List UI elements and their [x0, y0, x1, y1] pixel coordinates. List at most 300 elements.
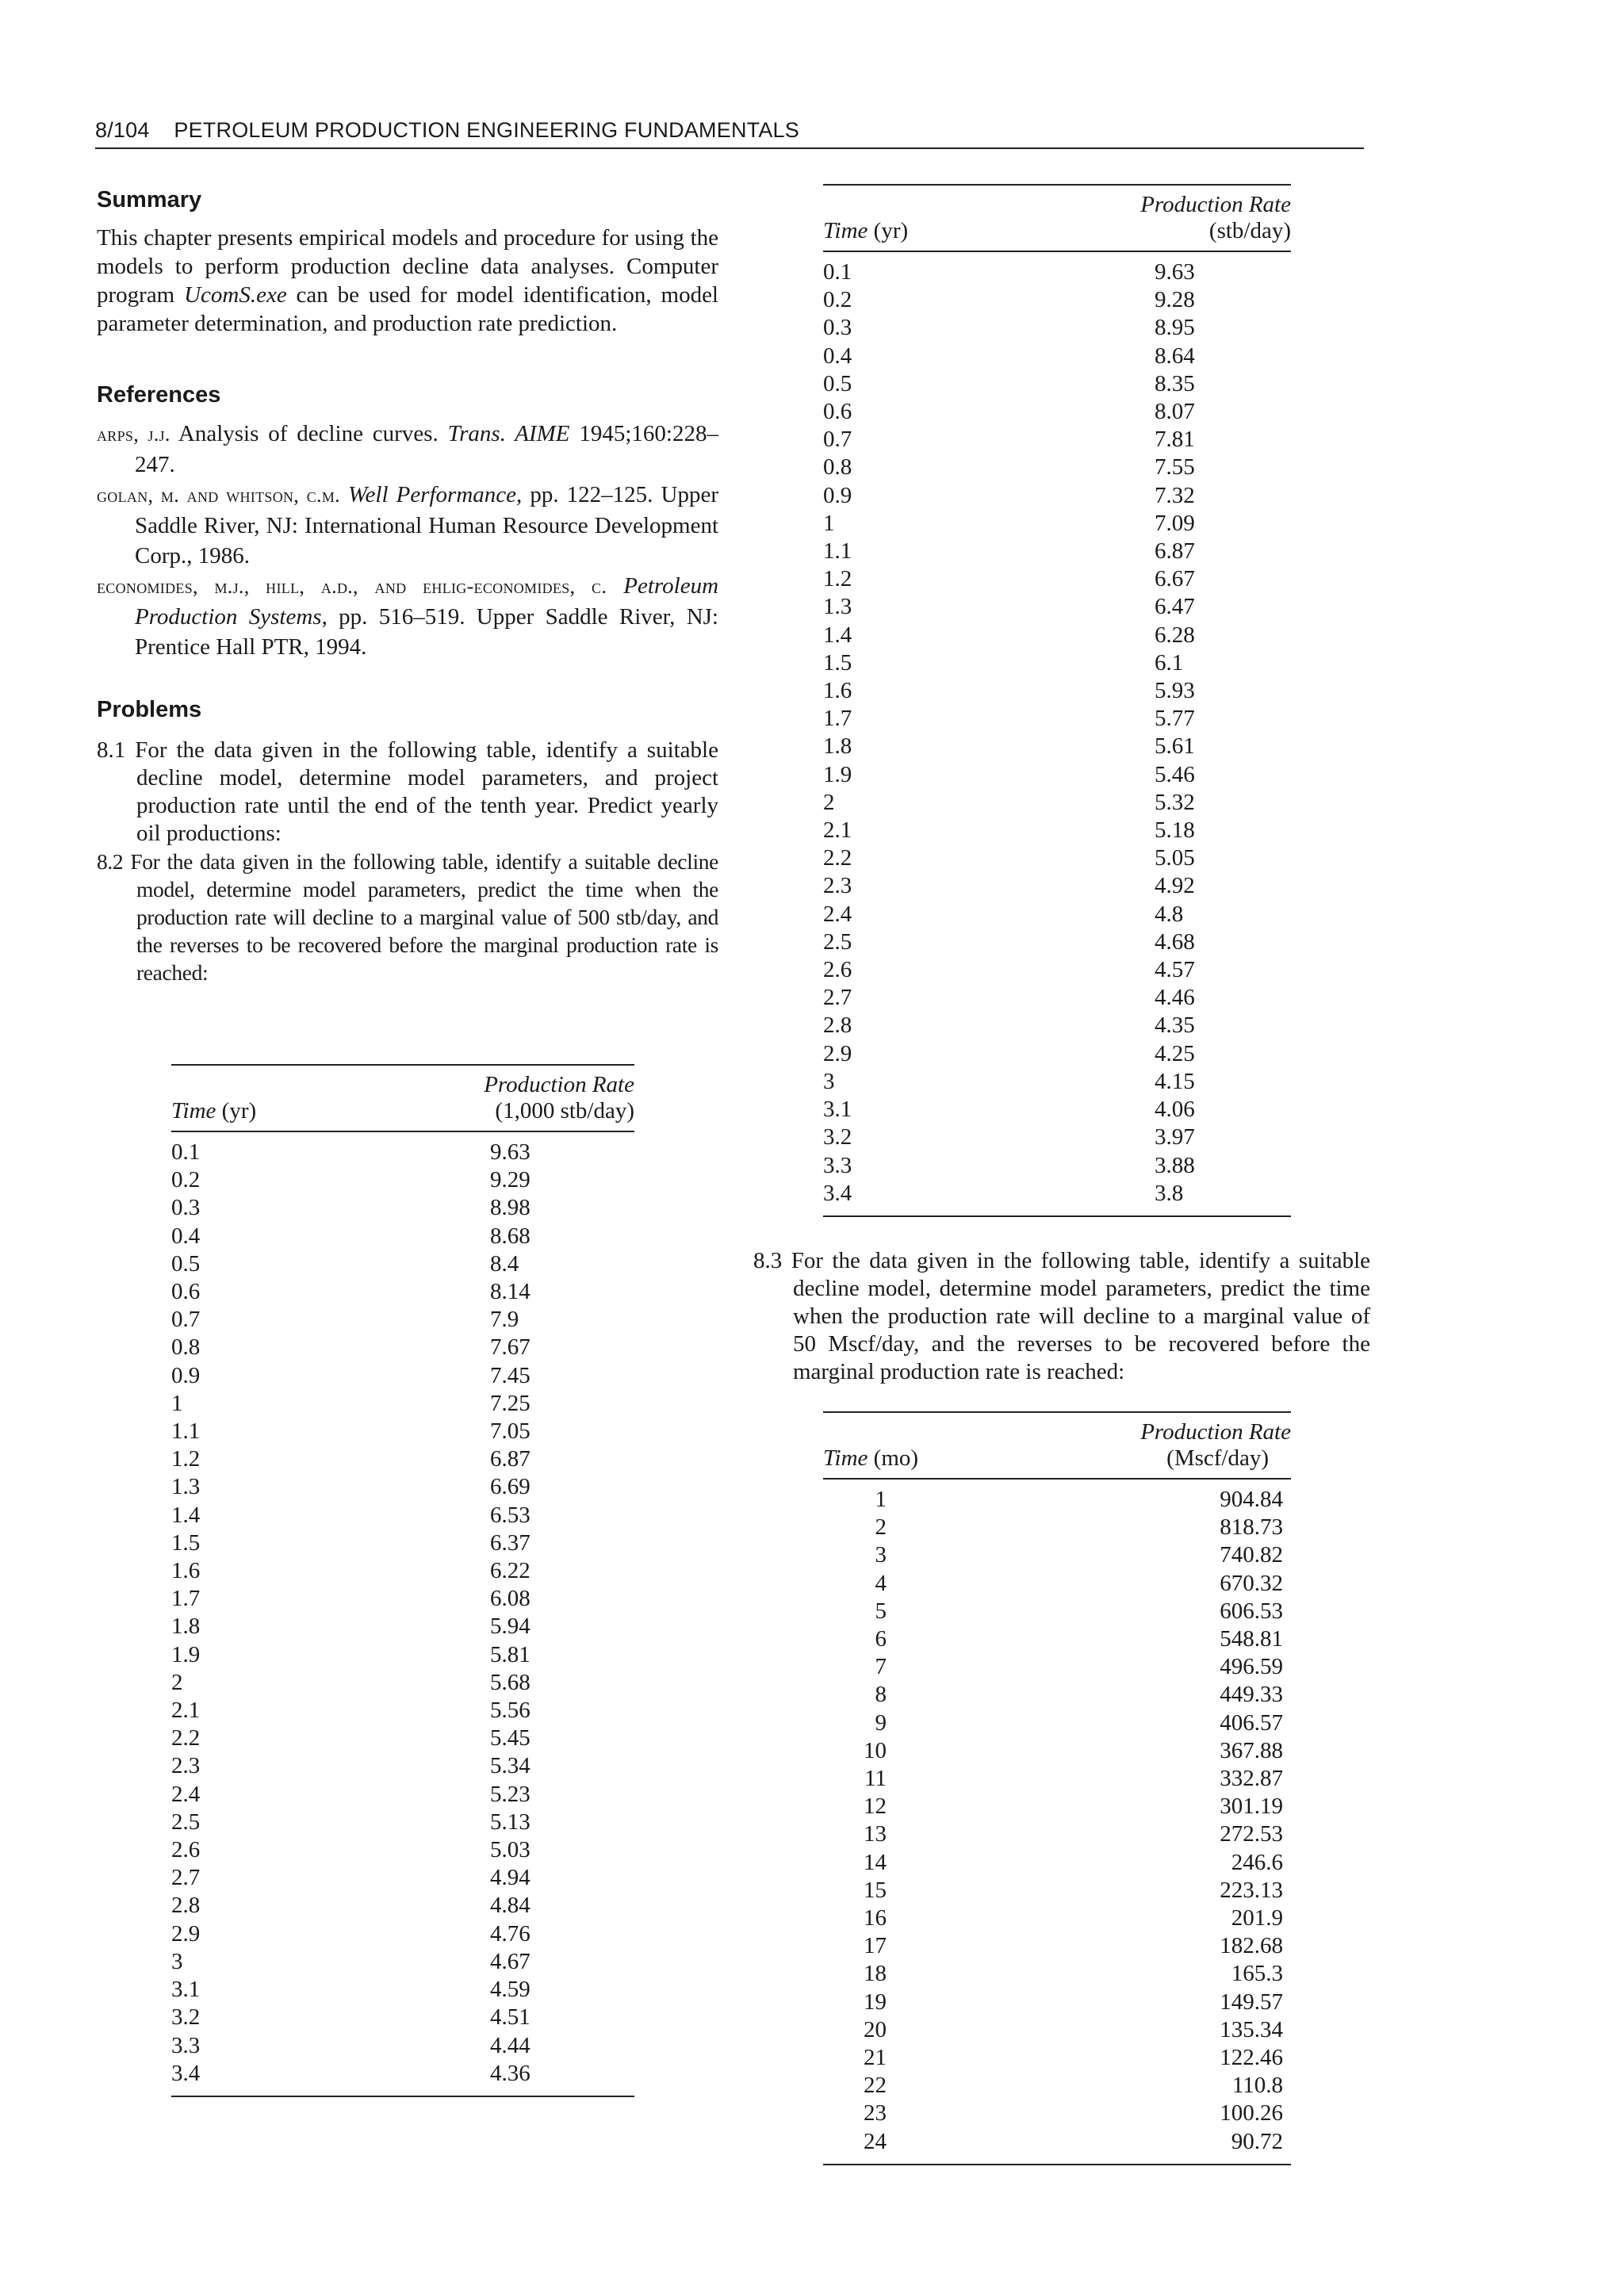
rate-cell: 5.93: [1155, 678, 1195, 704]
time-cell: 0.5: [823, 370, 852, 396]
column-header-time: Time (yr): [171, 1065, 409, 1131]
time-cell: 2.8: [823, 1013, 852, 1039]
table-row: [171, 1334, 634, 1361]
time-cell: 4: [875, 1570, 887, 1596]
table-row: [823, 1514, 1291, 1541]
table-row: [171, 1781, 634, 1809]
time-cell: 2.6: [171, 1837, 201, 1863]
rate-cell: 8.98: [490, 1195, 530, 1221]
time-cell: 14: [864, 1849, 887, 1875]
rate-cell: 7.9: [490, 1307, 519, 1333]
time-cell: 0.3: [823, 315, 852, 341]
table-row: [823, 1681, 1291, 1709]
column-header-time: Time (yr): [823, 185, 1053, 251]
rate-cell: 7.09: [1155, 510, 1195, 536]
time-cell: 2.2: [823, 845, 852, 871]
time-cell: 1.3: [171, 1474, 201, 1500]
rate-cell: 367.88: [1220, 1737, 1283, 1763]
rate-cell: 4.84: [490, 1893, 530, 1919]
rate-cell: 449.33: [1220, 1682, 1283, 1708]
problem-8-1: 8.1 For the data given in the following table, identify a suitable decline model, determine model parameters, and project production rate until the end of the tenth year. Predict yearly oil productions:: [97, 737, 718, 846]
rate-cell: 7.55: [1155, 454, 1195, 480]
rate-cell: 4.36: [490, 2060, 530, 2086]
table-row: [823, 1989, 1291, 2016]
table-row: [171, 1641, 634, 1669]
time-cell: 1.5: [171, 1529, 201, 1556]
rate-cell: 818.73: [1220, 1514, 1283, 1541]
rate-cell: 4.68: [1155, 928, 1195, 955]
summary-heading: Summary: [97, 187, 202, 212]
time-cell: 21: [864, 2044, 887, 2070]
table-row: [823, 1479, 1291, 1514]
table-row: [823, 1625, 1291, 1653]
time-cell: 2: [875, 1514, 887, 1541]
table-row: [171, 2004, 634, 2031]
table-row: [823, 1793, 1291, 1820]
rate-cell: 6.87: [490, 1446, 530, 1472]
rate-cell: 4.35: [1155, 1013, 1195, 1039]
rate-cell: 3.8: [1155, 1180, 1184, 1206]
time-cell: 3.2: [171, 2004, 201, 2031]
time-cell: 1.2: [823, 566, 852, 592]
table-row: [171, 1809, 634, 1836]
time-cell: 3: [875, 1542, 887, 1568]
rate-cell: 5.94: [490, 1614, 530, 1640]
time-cell: 1.9: [823, 761, 852, 787]
time-cell: 1: [171, 1390, 183, 1416]
rate-cell: 6.08: [490, 1586, 530, 1612]
rate-cell: 5.45: [490, 1725, 530, 1751]
rate-cell: 149.57: [1220, 1989, 1283, 2015]
rate-cell: 740.82: [1220, 1542, 1283, 1568]
time-cell: 0.7: [823, 427, 852, 453]
running-header: [95, 116, 1364, 149]
production-table-top-right: [823, 184, 1291, 1217]
time-cell: 1.1: [171, 1418, 201, 1445]
table-row: [823, 314, 1291, 342]
time-cell: 12: [864, 1793, 887, 1820]
rate-cell: 8.95: [1155, 315, 1195, 341]
rate-cell: 4.44: [490, 2032, 530, 2058]
summary-text: This chapter presents empirical models and procedure for using the models to perform production decline data analyses. Computer program UcomS.exe can be used for model identification, model parameter determination, and production rate prediction.: [97, 225, 718, 336]
rate-cell: 5.81: [490, 1641, 530, 1667]
time-cell: 2.5: [171, 1809, 201, 1835]
table-row: [823, 426, 1291, 454]
rate-cell: 8.4: [490, 1250, 519, 1277]
rate-cell: 4.92: [1155, 873, 1195, 899]
table-row: [823, 1960, 1291, 1988]
table-row: [823, 817, 1291, 844]
time-cell: 9: [875, 1709, 887, 1736]
time-cell: 2.1: [171, 1698, 201, 1724]
table-row: [823, 482, 1291, 510]
table-row: [171, 1390, 634, 1418]
table-row: [823, 370, 1291, 398]
time-cell: 1.1: [823, 538, 852, 565]
rate-cell: 4.15: [1155, 1068, 1195, 1094]
rate-cell: 4.51: [490, 2004, 530, 2031]
reference-list: [97, 419, 718, 662]
table-row: [171, 1502, 634, 1529]
table-row: [823, 844, 1291, 872]
rate-cell: 548.81: [1220, 1625, 1283, 1652]
rate-cell: 122.46: [1220, 2044, 1283, 2070]
table-row: [823, 1541, 1291, 1569]
table-row: [823, 1068, 1291, 1096]
table-row: [171, 1557, 634, 1585]
table-row: [171, 1418, 634, 1445]
table-row: [823, 1096, 1291, 1124]
references-heading: References: [97, 382, 221, 408]
rate-cell: 606.53: [1220, 1598, 1283, 1624]
production-table-left: [171, 1064, 634, 2097]
table-row: [823, 565, 1291, 593]
time-cell: 2.3: [171, 1753, 201, 1779]
table-row: [823, 1570, 1291, 1598]
time-cell: 0.9: [171, 1362, 201, 1388]
references-section: [97, 379, 718, 662]
table-row: [823, 984, 1291, 1012]
time-cell: 0.6: [171, 1279, 201, 1305]
time-cell: 2.3: [823, 873, 852, 899]
time-cell: 20: [864, 2016, 887, 2042]
table-row: [823, 1709, 1291, 1737]
time-cell: 1.6: [171, 1558, 201, 1584]
table-row: [823, 2072, 1291, 2100]
time-cell: 0.8: [171, 1334, 201, 1361]
table-row: [823, 761, 1291, 789]
table-row: [823, 677, 1291, 705]
reference-item: golan, m. and whitson, c.m. Well Performance, pp. 122–125. Upper Saddle River, NJ: International Human Resource Development Corp., 1986.: [97, 482, 718, 568]
time-cell: 0.1: [171, 1139, 201, 1165]
time-cell: 7: [875, 1654, 887, 1680]
table-row: [171, 1613, 634, 1640]
table-row: [823, 343, 1291, 370]
table-row: [823, 2044, 1291, 2072]
left-column: [97, 184, 718, 2097]
rate-cell: 496.59: [1220, 1654, 1283, 1680]
table-row: [823, 1124, 1291, 1151]
table-row: [171, 1752, 634, 1780]
time-cell: 2.4: [171, 1781, 201, 1807]
rate-cell: 110.8: [1231, 2073, 1283, 2099]
rate-cell: 5.46: [1155, 761, 1195, 787]
rate-cell: 5.34: [490, 1753, 530, 1779]
time-cell: 2.8: [171, 1893, 201, 1919]
rate-cell: 246.6: [1231, 1849, 1283, 1875]
table-row: [171, 1473, 634, 1501]
rate-cell: 165.3: [1231, 1961, 1283, 1987]
table-row: [823, 956, 1291, 984]
rate-cell: 4.06: [1155, 1097, 1195, 1123]
table-row: [823, 398, 1291, 426]
table-row: [823, 649, 1291, 677]
rate-cell: 6.67: [1155, 566, 1195, 592]
rate-cell: 6.22: [490, 1558, 530, 1584]
column-header-rate: Production Rate (stb/day): [1053, 185, 1291, 251]
rate-cell: 5.68: [490, 1669, 530, 1695]
time-cell: 1.7: [823, 706, 852, 732]
time-cell: 17: [864, 1933, 887, 1959]
time-cell: 1.7: [171, 1586, 201, 1612]
time-cell: 0.4: [823, 343, 852, 369]
time-cell: 3.3: [171, 2032, 201, 2058]
problem-8-3: 8.3 For the data given in the following table, identify a suitable decline model, determine model parameters, predict the time when the production rate will decline to a marginal value of 50 Mscf/day, and the reverses to be recovered before the marginal production rate is reached:: [753, 1247, 1371, 1384]
rate-cell: 5.13: [490, 1809, 530, 1835]
rate-cell: 8.07: [1155, 399, 1195, 425]
time-cell: 3.2: [823, 1124, 852, 1150]
table-row: [171, 1585, 634, 1613]
time-cell: 8: [875, 1682, 887, 1708]
table-row: [823, 1653, 1291, 1681]
table-row: [171, 1669, 634, 1697]
rate-cell: 9.63: [1155, 259, 1195, 285]
table-row: [171, 1131, 634, 1166]
table-row: [171, 1836, 634, 1864]
table-row: [823, 1152, 1291, 1180]
time-cell: 6: [875, 1625, 887, 1652]
table-row: [171, 2060, 634, 2096]
table-row: [171, 1166, 634, 1194]
time-cell: 1.4: [171, 1502, 201, 1528]
time-cell: 23: [864, 2100, 887, 2126]
table-row: [171, 1697, 634, 1725]
time-cell: 24: [864, 2128, 887, 2154]
rate-cell: 182.68: [1220, 1933, 1283, 1959]
rate-cell: 8.14: [490, 1279, 530, 1305]
time-cell: 19: [864, 1989, 887, 2015]
time-cell: 13: [864, 1821, 887, 1847]
time-cell: 2.7: [171, 1865, 201, 1891]
rate-cell: 7.32: [1155, 482, 1195, 508]
table-row: [823, 286, 1291, 314]
time-cell: 1.6: [823, 678, 852, 704]
rate-cell: 4.94: [490, 1865, 530, 1891]
rate-cell: 5.18: [1155, 817, 1195, 844]
rate-cell: 7.45: [490, 1362, 530, 1388]
table-row: [171, 1306, 634, 1334]
rate-cell: 4.57: [1155, 957, 1195, 983]
time-cell: 15: [864, 1877, 887, 1903]
time-cell: 2.5: [823, 928, 852, 955]
time-cell: 0.9: [823, 482, 852, 508]
rate-cell: 5.77: [1155, 706, 1195, 732]
time-cell: 22: [864, 2073, 887, 2099]
table-row: [823, 1012, 1291, 1039]
rate-cell: 90.72: [1231, 2128, 1283, 2154]
rate-cell: 6.47: [1155, 594, 1195, 620]
time-cell: 0.5: [171, 1250, 201, 1277]
time-cell: 2: [171, 1669, 183, 1695]
time-cell: 1.3: [823, 594, 852, 620]
time-cell: 3.4: [171, 2060, 201, 2086]
rate-cell: 100.26: [1220, 2100, 1283, 2126]
rate-cell: 9.29: [490, 1167, 530, 1193]
time-cell: 11: [864, 1765, 887, 1791]
time-cell: 18: [864, 1961, 887, 1987]
table-row: [823, 510, 1291, 538]
table-row: [823, 872, 1291, 900]
time-cell: 0.6: [823, 399, 852, 425]
column-header-rate: Production Rate (1,000 stb/day): [409, 1065, 634, 1131]
time-cell: 2.1: [823, 817, 852, 844]
problems-heading: Problems: [97, 697, 202, 722]
rate-cell: 4.46: [1155, 985, 1195, 1011]
column-header-time: Time (mo): [823, 1412, 1053, 1479]
rate-cell: 5.56: [490, 1698, 530, 1724]
table-row: [171, 1445, 634, 1473]
rate-cell: 3.97: [1155, 1124, 1195, 1150]
table-row: [823, 1904, 1291, 1932]
summary-section: [97, 184, 718, 338]
table-row: [823, 454, 1291, 481]
table-row: [171, 2032, 634, 2060]
rate-cell: 9.63: [490, 1139, 530, 1165]
time-cell: 3.3: [823, 1152, 852, 1178]
rate-cell: 8.68: [490, 1223, 530, 1249]
table-row: [823, 928, 1291, 956]
rate-cell: 4.76: [490, 1920, 530, 1947]
right-column: [753, 184, 1370, 2165]
time-cell: 2.9: [823, 1040, 852, 1066]
table-row: [171, 1362, 634, 1390]
rate-cell: 6.1: [1155, 649, 1184, 676]
time-cell: 1: [875, 1486, 887, 1512]
time-cell: 1.4: [823, 622, 852, 648]
rate-cell: 7.25: [490, 1390, 530, 1416]
rate-cell: 4.8: [1155, 901, 1184, 927]
rate-cell: 201.9: [1231, 1904, 1283, 1931]
page-number: 8/104: [95, 118, 150, 142]
table-row: [823, 622, 1291, 649]
time-cell: 3: [823, 1068, 835, 1094]
rate-cell: 7.81: [1155, 427, 1195, 453]
table-row: [171, 1864, 634, 1892]
rate-cell: 332.87: [1220, 1765, 1283, 1791]
table-row: [823, 789, 1291, 817]
time-cell: 0.3: [171, 1195, 201, 1221]
rate-cell: 8.64: [1155, 343, 1195, 369]
rate-cell: 9.28: [1155, 287, 1195, 313]
rate-cell: 4.25: [1155, 1040, 1195, 1066]
time-cell: 0.2: [823, 287, 852, 313]
time-cell: 2.4: [823, 901, 852, 927]
table-row: [823, 1040, 1291, 1068]
table-row: [823, 538, 1291, 565]
time-cell: 3: [171, 1948, 183, 1974]
table-row: [823, 901, 1291, 928]
reference-item: arps, j.j. Analysis of decline curves. Trans. AIME 1945;160:228–247.: [97, 421, 718, 477]
table-row: [823, 1877, 1291, 1904]
rate-cell: 670.32: [1220, 1570, 1283, 1596]
time-cell: 3.4: [823, 1180, 852, 1206]
program-name: UcomS.exe: [184, 282, 287, 308]
table-row: [823, 2128, 1291, 2165]
table-row: [171, 1250, 634, 1278]
table-row: [823, 1180, 1291, 1216]
time-cell: 3.1: [171, 1977, 201, 2003]
rate-cell: 5.03: [490, 1837, 530, 1863]
table-row: [823, 1765, 1291, 1793]
rate-cell: 301.19: [1220, 1793, 1283, 1820]
rate-cell: 135.34: [1220, 2016, 1283, 2042]
table-row: [171, 1976, 634, 2004]
time-cell: 2.2: [171, 1725, 201, 1751]
time-cell: 5: [875, 1598, 887, 1624]
table-row: [171, 1920, 634, 1948]
rate-cell: 6.53: [490, 1502, 530, 1528]
time-cell: 2.9: [171, 1920, 201, 1947]
table-row: [823, 1820, 1291, 1848]
problem-8-2: 8.2 For the data given in the following table, identify a suitable decline model, determine model parameters, predict the time when the production rate will decline to a marginal value of 500 stb/day, and the reverses to be recovered before the marginal production rate is reached:: [97, 849, 718, 985]
time-cell: 2.7: [823, 985, 852, 1011]
rate-cell: 7.05: [490, 1418, 530, 1445]
table-row: [823, 1598, 1291, 1625]
column-header-rate: Production Rate (Mscf/day): [1053, 1412, 1291, 1479]
rate-cell: 6.37: [490, 1529, 530, 1556]
reference-item: economides, m.j., hill, a.d., and ehlig-economides, c. Petroleum Production Systems, pp. 516–519. Upper Saddle River, NJ: Prentice Hall PTR, 1994.: [97, 573, 719, 660]
rate-cell: 272.53: [1220, 1821, 1283, 1847]
time-cell: 1.5: [823, 649, 852, 676]
time-cell: 1: [823, 510, 835, 536]
time-cell: 1.8: [823, 733, 852, 760]
rate-cell: 406.57: [1220, 1709, 1283, 1736]
rate-cell: 223.13: [1220, 1877, 1283, 1903]
table-row: [823, 1737, 1291, 1765]
table-row: [171, 1194, 634, 1222]
table-row: [823, 593, 1291, 621]
rate-cell: 5.61: [1155, 733, 1195, 760]
rate-cell: 3.88: [1155, 1152, 1195, 1178]
rate-cell: 4.59: [490, 1977, 530, 2003]
table-row: [171, 1892, 634, 1920]
table-row: [823, 1932, 1291, 1960]
rate-cell: 6.69: [490, 1474, 530, 1500]
rate-cell: 6.28: [1155, 622, 1195, 648]
table-row: [171, 1725, 634, 1752]
running-title: PETROLEUM PRODUCTION ENGINEERING FUNDAMENTALS: [174, 118, 799, 142]
table-row: [171, 1278, 634, 1306]
table-row: [823, 2100, 1291, 2127]
time-cell: 2: [823, 789, 835, 815]
rate-cell: 4.67: [490, 1948, 530, 1974]
table-row: [171, 1223, 634, 1250]
table-row: [171, 1529, 634, 1557]
time-cell: 0.2: [171, 1167, 201, 1193]
time-cell: 2.6: [823, 957, 852, 983]
time-cell: 1.9: [171, 1641, 201, 1667]
rate-cell: 5.32: [1155, 789, 1195, 815]
time-cell: 16: [864, 1904, 887, 1931]
time-cell: 10: [864, 1737, 887, 1763]
rate-cell: 904.84: [1220, 1486, 1283, 1512]
table-row: [823, 2016, 1291, 2044]
rate-cell: 7.67: [490, 1334, 530, 1361]
problems-section: [97, 694, 718, 986]
rate-cell: 5.23: [490, 1781, 530, 1807]
rate-cell: 5.05: [1155, 845, 1195, 871]
table-row: [171, 1948, 634, 1976]
time-cell: 0.8: [823, 454, 852, 480]
time-cell: 0.1: [823, 259, 852, 285]
table-row: [823, 251, 1291, 286]
table-row: [823, 1849, 1291, 1877]
time-cell: 0.7: [171, 1307, 201, 1333]
time-cell: 1.2: [171, 1446, 201, 1472]
time-cell: 3.1: [823, 1097, 852, 1123]
table-row: [823, 705, 1291, 733]
rate-cell: 6.87: [1155, 538, 1195, 565]
